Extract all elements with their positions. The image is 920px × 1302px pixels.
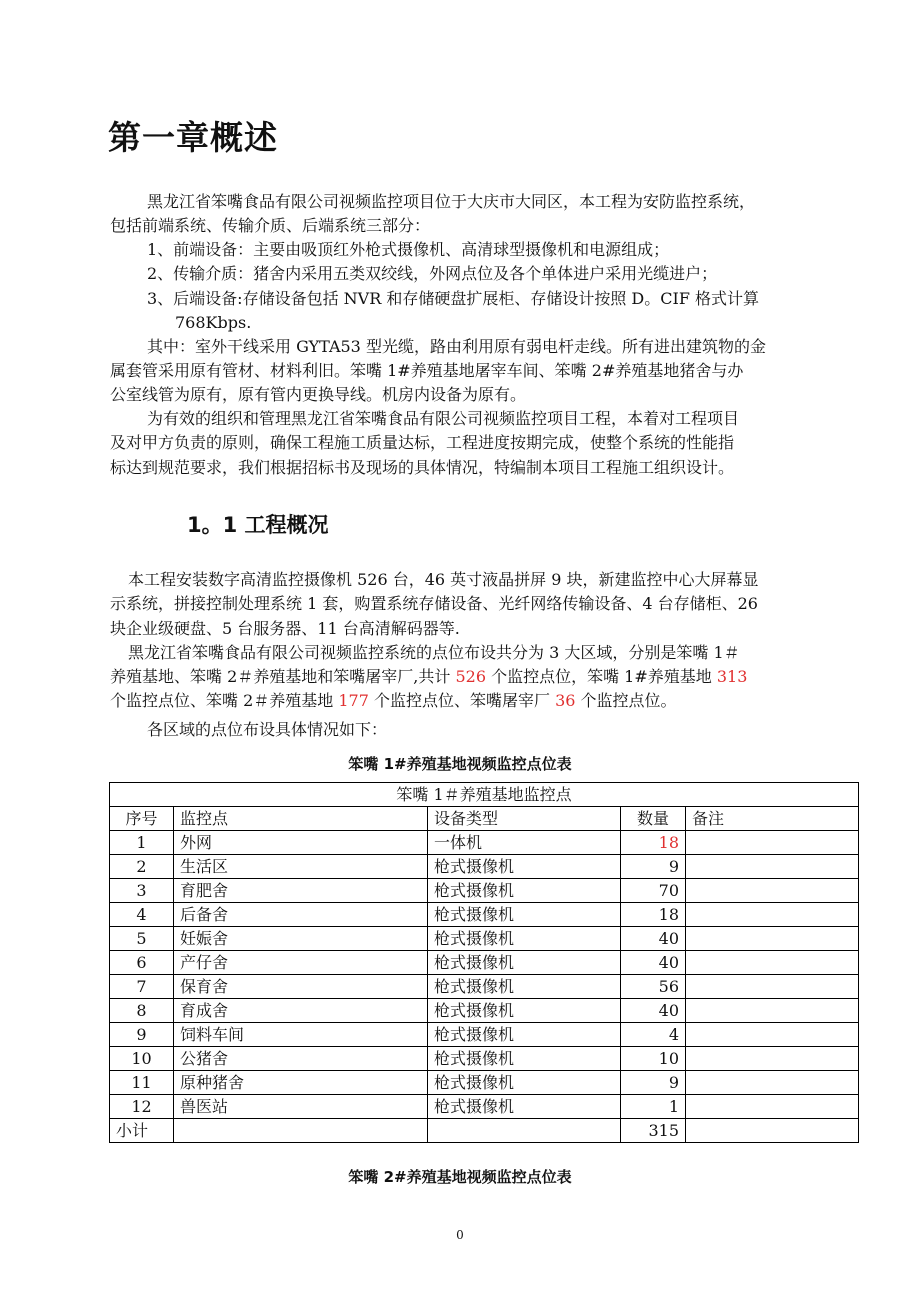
header-quantity: 数量 [621, 807, 686, 831]
overview-text: 个监控点位，笨嘴 1#养殖基地 [486, 667, 717, 686]
intro-para-3-line-3: 标达到规范要求，我们根据招标书及现场的具体情况，特编制本项目工程施工组织设计。 [110, 458, 735, 477]
base1-points-value: 313 [716, 667, 748, 686]
table-row [110, 855, 859, 879]
overview-para-2-line-3 [110, 689, 677, 714]
subtotal-value: 315 [621, 1119, 686, 1143]
cell-note [686, 903, 859, 927]
cell-index: 12 [110, 1095, 174, 1119]
cell-quantity: 40 [621, 951, 686, 975]
table-row [110, 999, 859, 1023]
cell-note [686, 927, 859, 951]
overview-text: 个监控点位、笨嘴 2＃养殖基地 [110, 691, 339, 710]
cell-device: 枪式摄像机 [428, 951, 621, 975]
subtotal-row [110, 1119, 859, 1143]
cell-quantity: 18 [621, 831, 686, 855]
cell-index: 3 [110, 879, 174, 903]
cell-note [686, 1023, 859, 1047]
overview-text: 养殖基地、笨嘴 2＃养殖基地和笨嘴屠宰厂,共计 [110, 667, 456, 686]
page-number: 0 [456, 1228, 464, 1242]
cell-note [686, 831, 859, 855]
cell-index: 2 [110, 855, 174, 879]
header-note: 备注 [686, 807, 859, 831]
table1-caption: 笨嘴 1#养殖基地视频监控点位表 [348, 755, 572, 773]
table-row [110, 1095, 859, 1119]
cell-index: 1 [110, 831, 174, 855]
cell-point: 公猪舍 [174, 1047, 428, 1071]
intro-para-3-line-1: 为有效的组织和管理黑龙江省笨嘴食品有限公司视频监控项目工程，本着对工程项目 [147, 409, 740, 428]
cell-point: 保育舍 [174, 975, 428, 999]
cell-device: 枪式摄像机 [428, 1071, 621, 1095]
cell-index: 8 [110, 999, 174, 1023]
cell-device: 一体机 [428, 831, 621, 855]
cell-quantity: 18 [621, 903, 686, 927]
cell-quantity: 40 [621, 927, 686, 951]
cell-note [686, 975, 859, 999]
overview-para-3: 各区域的点位布设具体情况如下： [147, 720, 388, 739]
cell-note [686, 1119, 859, 1143]
cell-note [686, 1095, 859, 1119]
table-row [110, 1023, 859, 1047]
cell-device: 枪式摄像机 [428, 1047, 621, 1071]
cell-quantity: 4 [621, 1023, 686, 1047]
intro-para-2-line-3: 公室线管为原有，原有管内更换导线。机房内设备为原有。 [110, 385, 527, 404]
cell-quantity: 9 [621, 1071, 686, 1095]
overview-para-2-line-2 [110, 665, 747, 690]
cell-quantity: 56 [621, 975, 686, 999]
cell-device: 枪式摄像机 [428, 999, 621, 1023]
chapter-title: 第一章概述 [108, 118, 278, 157]
table-row [110, 1071, 859, 1095]
cell-quantity: 1 [621, 1095, 686, 1119]
cell-note [686, 951, 859, 975]
cell-device: 枪式摄像机 [428, 975, 621, 999]
slaughterhouse-points-value: 36 [555, 691, 576, 710]
overview-para-2-line-1: 黑龙江省笨嘴食品有限公司视频监控系统的点位布设共分为 3 大区域，分别是笨嘴 1＃ [128, 643, 740, 662]
cell-quantity: 70 [621, 879, 686, 903]
overview-text: 个监控点位、笨嘴屠宰厂 [368, 691, 556, 710]
total-points-value: 526 [455, 667, 486, 686]
cell-index: 6 [110, 951, 174, 975]
cell-point: 外网 [174, 831, 428, 855]
cell-index: 7 [110, 975, 174, 999]
cell-device: 枪式摄像机 [428, 927, 621, 951]
table-header-row [110, 807, 859, 831]
table-row [110, 1047, 859, 1071]
table2-caption: 笨嘴 2#养殖基地视频监控点位表 [348, 1168, 572, 1186]
cell-point: 饲料车间 [174, 1023, 428, 1047]
cell-point: 产仔舍 [174, 951, 428, 975]
base2-points-value: 177 [338, 691, 369, 710]
intro-item-3: 3、后端设备:存储设备包括 NVR 和存储硬盘扩展柜、存储设计按照 D。CIF 格式计算 [147, 289, 760, 308]
intro-para-2-line-2: 属套管采用原有管材、材料利旧。笨嘴 1#养殖基地屠宰车间、笨嘴 2#养殖基地猪舍与办 [110, 361, 744, 380]
cell-note [686, 1047, 859, 1071]
cell-point: 原种猪舍 [174, 1071, 428, 1095]
cell-quantity: 40 [621, 999, 686, 1023]
header-index: 序号 [110, 807, 174, 831]
overview-para-1-line-2: 示系统，拼接控制处理系统 1 套，购置系统存储设备、光纤网络传输设备、4 台存储柜、26 [110, 594, 758, 613]
table-row [110, 831, 859, 855]
intro-para-2-line-1: 其中：室外干线采用 GYTA53 型光缆，路由利用原有弱电杆走线。所有进出建筑物的金 [147, 337, 766, 356]
monitoring-points-table [109, 782, 859, 1143]
table-title-row [110, 783, 859, 807]
cell-note [686, 1071, 859, 1095]
cell-note [686, 879, 859, 903]
cell-point: 育成舍 [174, 999, 428, 1023]
table-row [110, 951, 859, 975]
cell-point: 育肥舍 [174, 879, 428, 903]
section-title: 1。1 工程概况 [187, 513, 329, 537]
intro-para-1-line-2: 包括前端系统、传输介质、后端系统三部分： [110, 216, 431, 235]
table-row [110, 975, 859, 999]
cell-index: 10 [110, 1047, 174, 1071]
overview-text: 个监控点位。 [575, 691, 677, 710]
cell-device: 枪式摄像机 [428, 903, 621, 927]
intro-para-1-line-1: 黑龙江省笨嘴食品有限公司视频监控项目位于大庆市大同区，本工程为安防监控系统， [147, 192, 756, 211]
cell-point [174, 1119, 428, 1143]
cell-quantity: 10 [621, 1047, 686, 1071]
intro-item-1: 1、前端设备：主要由吸顶红外枪式摄像机、高清球型摄像机和电源组成； [147, 240, 670, 259]
cell-device: 枪式摄像机 [428, 879, 621, 903]
cell-device: 枪式摄像机 [428, 1023, 621, 1047]
table-row [110, 927, 859, 951]
header-device: 设备类型 [428, 807, 621, 831]
table-title: 笨嘴 1＃养殖基地监控点 [110, 783, 859, 807]
subtotal-label: 小计 [110, 1119, 174, 1143]
cell-point: 后备舍 [174, 903, 428, 927]
cell-point: 兽医站 [174, 1095, 428, 1119]
cell-note [686, 855, 859, 879]
cell-device: 枪式摄像机 [428, 855, 621, 879]
cell-index: 9 [110, 1023, 174, 1047]
header-point: 监控点 [174, 807, 428, 831]
overview-para-1-line-1: 本工程安装数字高清监控摄像机 526 台，46 英寸液晶拼屏 9 块，新建监控中心大屏幕显 [128, 570, 759, 589]
cell-index: 5 [110, 927, 174, 951]
overview-para-1-line-3: 块企业级硬盘、5 台服务器、11 台高清解码器等. [110, 619, 460, 638]
table-row [110, 903, 859, 927]
cell-index: 11 [110, 1071, 174, 1095]
intro-para-3-line-2: 及对甲方负责的原则，确保工程施工质量达标，工程进度按期完成，使整个系统的性能指 [110, 433, 735, 452]
table-row [110, 879, 859, 903]
cell-point: 生活区 [174, 855, 428, 879]
cell-device [428, 1119, 621, 1143]
cell-index: 4 [110, 903, 174, 927]
cell-device: 枪式摄像机 [428, 1095, 621, 1119]
intro-item-3-cont: 768Kbps. [175, 313, 252, 332]
cell-quantity: 9 [621, 855, 686, 879]
intro-item-2: 2、传输介质：猪舍内采用五类双绞线，外网点位及各个单体进户采用光缆进户； [147, 264, 718, 283]
cell-point: 妊娠舍 [174, 927, 428, 951]
cell-note [686, 999, 859, 1023]
